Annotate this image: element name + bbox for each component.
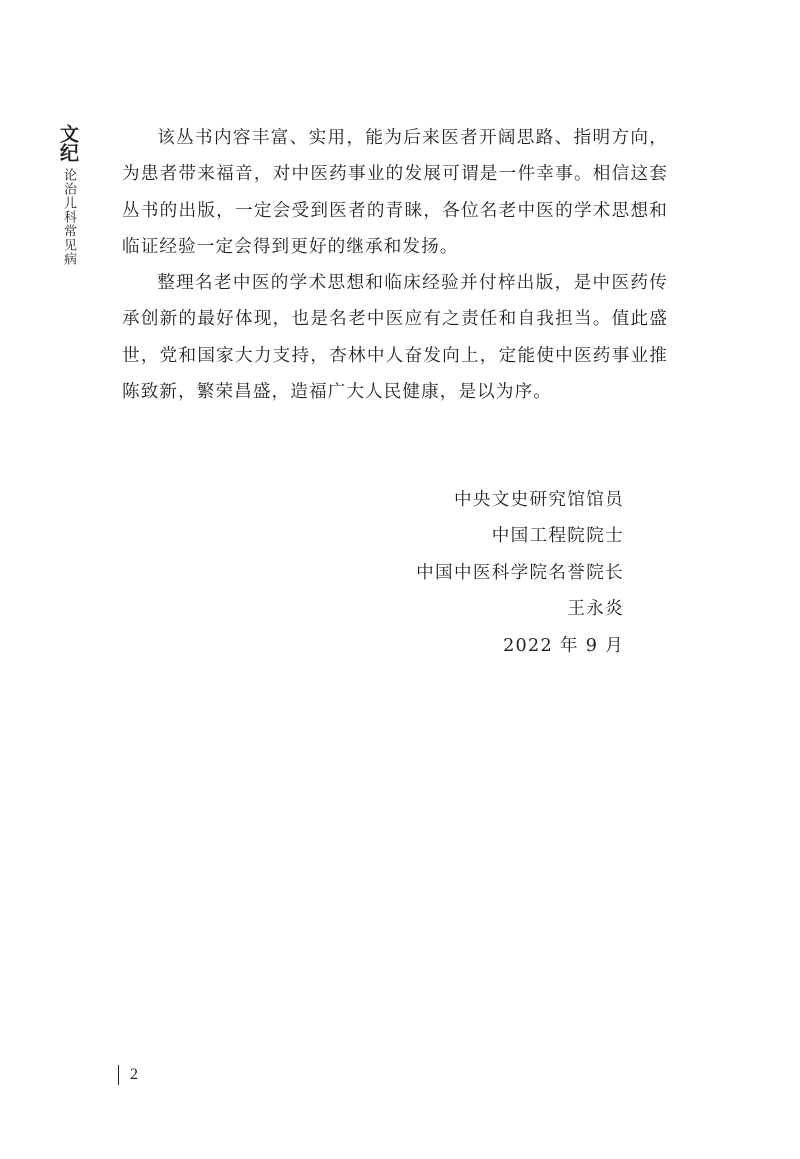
running-header — [56, 124, 80, 266]
paragraph: 该丛书内容丰富、实用，能为后来医者开阔思路、指明方向，为患者带来福音，对中医药事业的发展可谓是一件幸事。相信这套丛书的出版，一定会受到医者的青睐，各位名老中医的学术思想和临证经验一定会得到更好的继承和发扬。 — [122, 128, 668, 257]
series-logo: 文纪 — [57, 124, 79, 162]
book-title: 论治儿科常见病 — [61, 168, 76, 266]
author-title-1: 中央文史研究馆馆员 — [453, 490, 624, 510]
footer-divider — [118, 1065, 119, 1085]
author-title-3: 中国中医科学院名誉院长 — [416, 562, 624, 583]
page-number: 2 — [130, 1066, 138, 1083]
page-footer — [118, 1064, 138, 1086]
author-title-2: 中国工程院院士 — [491, 526, 624, 547]
signature-block — [416, 482, 624, 664]
signature-date: 2022 年 9 月 — [503, 635, 624, 656]
paragraph: 整理名老中医的学术思想和临床经验并付梓出版，是中医药传承创新的最好体现，也是名老中医应有之责任和自我担当。值此盛世，党和国家大力支持，杏林中人奋发向上，定能使中医药事业推陈致新，繁荣昌盛，造福广大人民健康，是以为序。 — [122, 273, 668, 403]
preface-body — [122, 120, 668, 410]
author-name: 王永炎 — [567, 599, 624, 620]
